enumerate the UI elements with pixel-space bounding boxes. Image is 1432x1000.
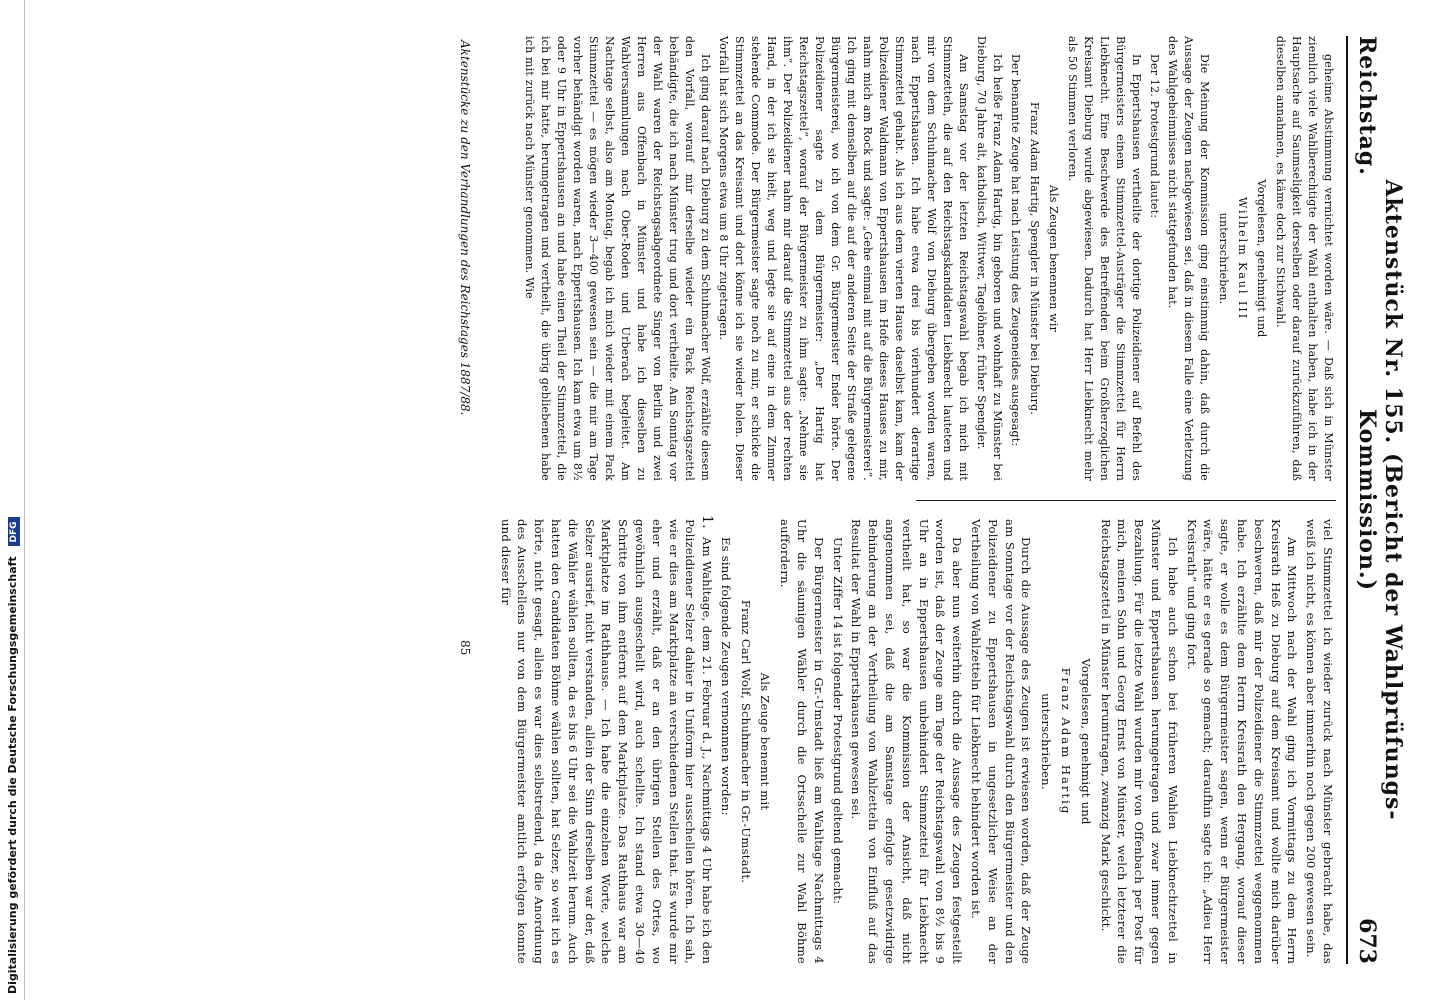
centered-line: Franz Adam Hartig, Spengler in Münster bei Dieburg. xyxy=(1028,101,1041,416)
centered-line: Als Zeuge benennt mit xyxy=(758,672,773,811)
dfg-logo: DFG xyxy=(8,517,20,546)
scanned-page-viewport xyxy=(40,0,1432,1000)
paragraph: Ich ging darauf nach Dieburg zu dem Schuhmacher Wolf, erzählte diesem den Vorfall, worauf mir derselbe wieder ein Pack Reichstagszettel behändigte, die ich nach Münster trug und dort vertheilte. Am Sonntag vor der Wahl waren der Reichstagsabgeordnete Singer von Berlin und zwei Herren aus Offenbach in Münster und habe ich dieselben zu Wahlversammlungen nach Ober-Roden und Urberach begleitet. Am Nachtage selbst, also am Montag, begab ich mich wieder mit einem Pack Stimmzettel — es mögen wieder 3—400 gewesen sein — die mir am Tage vorher behändigt worden waren, nach Eppertshausen. Ich kam etwa um 8½ oder 9 Uhr in Eppertshausen an und habe einen Theil der Stimmzettel, die ich bei mir hatte, herumgetragen und vertheilt, die übrig gebliebenen habe ich mit zurück nach Münster genommen. Wie xyxy=(523,36,712,481)
header-center-title: Aktenstück Nr. 155. (Bericht der Wahlprüfungs-Kommission.) xyxy=(1354,179,1406,821)
signature-name: Franz Adam Hartig xyxy=(1059,667,1074,816)
running-header xyxy=(1346,36,1406,964)
paragraph: Am Samstag vor der letzten Reichstagswahl begab ich mich mit Stimmzetteln, die auf den Reichstagskandidaten Liebknecht lauteten und mir von dem Schuhmacher Wolf von Dieburg übergeben worden waren, nach Eppertshausen. Ich habe etwa drei bis vierhundert derartige Stimmzettel gehabt. Als ich aus dem vierten Hause daselbst kam, kam der Polizeidiener Waldmann von Eppertshausen im Hofe dieses Hauses zu mir, nahm mich am Rock und sagte: „Gehe einmal mit auf die Bürgermeisterei“. Ich ging mit demselben auf die auf der anderen Seite der Straße gelegene Bürgermeisterei, wo ich von dem Gr. Bürgermeister Ender hörte. Der Polizeidiener sagte zu dem Bürgermeister: „Der Hartig hat Reichstagszettel“, worauf der Bürgermeister zu ihm sagte: „Nehme sie ihm“. Der Polizeidiener nahm mir darauf die Stimmzettel aus der rechten Hand, in der ich sie hielt, weg und legte sie auf eine in dem Zimmer stehende Commode. Der Bürgermeister sagte noch zu mir, er schicke die Stimmzettel an das Kreisamt und dort könne ich sie wieder holen. Dieser Vorfall hat sich Morgens etwa um 8 Uhr zugetragen. xyxy=(717,36,970,481)
paragraph: Unter Ziffer 14 ist folgender Protestgrund geltend gemacht: xyxy=(830,537,845,905)
centered-line: unterschrieben. xyxy=(1039,693,1054,790)
paragraph: Am Mittwoch nach der Wahl ging ich Vormittags zu dem Herrn Kreisrath Heß zu Dieburg auf dem Kreisamt und wollte mich darüber beschweren, daß mir der Polizeidiener die Stimmzettel weggenommen habe. Ich erzählte dem Herrn Kreisrath den Hergang, worauf dieser sagte, er wolle es dem Bürgermeister sagen, wenn er Bürgermeister wäre, hätte er es gerade so gemacht; daraufhin sagte ich: „Adieu Herr Kreisrath“ und ging fort. xyxy=(1184,519,1300,964)
paragraph: Es sind folgende Zeugen vernommen worden: xyxy=(718,537,733,816)
paragraph: Der 12. Protestgrund lautet: xyxy=(1148,54,1161,219)
left-text-column xyxy=(519,36,1336,481)
signature-name: Wilhelm Kaul III xyxy=(1236,196,1249,321)
column-divider xyxy=(916,500,1336,501)
page-number: 673 xyxy=(1354,918,1380,964)
digitization-notice-text: Digitalisierung gefördert durch die Deutsche Forschungsgemeinschaft xyxy=(6,556,19,994)
paragraph: Durch die Aussage des Zeugen ist erwiesen worden, daß der Zeuge am Sonntage vor der Reichstagswahl durch den Bürgermeister und den Polizeidiener zu Eppertshausen in ungesetzlicher Weise an der Vertheilung von Wahlzetteln für Liebknecht behindert worden ist. xyxy=(969,519,1034,964)
paragraph: geheime Abstimmung vernichtet worden wäre. — Daß sich in Münster ziemlich viele Wahlberechtigte der Wahl enthalten haben, habe ich in der Hauptsache auf Saumseligkeit derselben oder darauf zurückzuführen, daß dieselben annahmen, es käme doch zur Stichwahl. xyxy=(1274,36,1335,481)
digitization-notice xyxy=(6,517,20,994)
paragraph: Der benannte Zeuge hat nach Leistung des Zeugeneides ausgesagt: xyxy=(1009,54,1022,447)
centered-line: unterschrieben. xyxy=(1217,212,1230,305)
digitization-sidebar xyxy=(0,0,25,1000)
right-text-column xyxy=(495,515,1336,964)
centered-line: Vorgelesen, genehmigt und xyxy=(1255,179,1268,338)
paragraph: Der Bürgermeister in Gr.-Umstadt ließ am Wahltage Nachmittags 4 Uhr die säumigen Wähler durch die Ortsschelle zur Wahl Böhme auffordern. xyxy=(778,519,826,964)
footer-source-line: Aktenstücke zu den Verhandlungen des Reichstages 1887/88. xyxy=(458,40,472,416)
centered-line: Als Zeugen benennen wir xyxy=(1047,184,1060,333)
scanned-page xyxy=(40,0,1432,1000)
paragraph-continued: viel Stimmzettel ich wieder zurück nach Münster gebracht habe, das weiß ich nicht, es können aber immerhin noch gegen 200 gewesen sein. xyxy=(1304,519,1335,964)
paragraph: Die Meinung der Kommission ging einstimmig dahin, daß durch die Aussage der Zeugen nachgewiesen sei, daß in diesem Falle eine Verletzung des Wahlgeheimnisses nicht stattgefunden hat. xyxy=(1166,36,1211,481)
paragraph-number: 1. xyxy=(699,515,716,529)
paragraph: Da aber nun weiterhin durch die Aussage des Zeugen festgestellt worden ist, daß der Zeuge am Tage der Reichstagswahl von 8½ bis 9 Uhr an in Eppertshausen unbehindert Stimmzettel für Liebknecht vertheilt hat, so war die Kommission der Ansicht, daß nicht angenommen sei, daß die am Samstage erfolgte gesetzwidrige Behinderung an der Vertheilung von Wahlzetteln von Einfluß auf das Resultat der Wahl in Eppertshausen gewesen sei. xyxy=(849,519,965,964)
header-left-title: Reichstag. xyxy=(1354,36,1380,176)
centered-line: Vorgelesen, genehmigt und xyxy=(1078,658,1093,825)
footer-sheet-number: 85 xyxy=(458,640,472,656)
paragraph: Ich heiße Franz Adam Hartig, bin geboren und wohnhaft zu Münster bei Dieburg, 70 Jahre alt, katholisch, Wittwer, Tagelöhner, früher Spengler. xyxy=(975,36,1004,481)
paragraph: Ich habe auch schon bei früheren Wahlen Liebknechtzettel in Münster und Eppertshausen herumgetragen und zwar immer gegen Bezahlung. Für die letzte Wahl wurden mir von Offenbach per Post für mich, meinen Sohn und Georg Ernst von Münster, welch letzterer die Reichstagszettel in Münster herumtragen, zwanzig Mark geschickt. xyxy=(1098,519,1180,964)
centered-line: Franz Carl Wolf, Schuhmacher in Gr.-Umstadt. xyxy=(738,599,753,884)
paragraph: In Eppertshausen vertheilte der dortige Polizeidiener auf Befehl des Bürgermeisters einem Stimmzettel-Austräger die Stimmzettel für Herrn Liebknecht. Eine Beschwerde des Betreffenden beim Großherzoglichen Kreisamt Dieburg wurde abgewiesen. Dadurch hat Herr Liebknecht mehr als 50 Stimmen verloren. xyxy=(1066,36,1143,481)
paragraph-text: Am Wahltage, dem 21. Februar d. J., Nachmittags 4 Uhr habe ich den Polizeidiener Selzer dahier in Uniform hier ausschellen hören. Ich sah, wie er dies am Marktplatze an verschiedenen Stellen that. Es wurde mir eher und erzählt, daß er an den übrigen Stellen des Ortes, wo gewöhnlich ausgeschellt wird, auch schellte. Ich stand etwa 30—40 Schritte von ihm entfernt auf dem Marktplatze. Das Rathhaus war am Marktplatze im Rathhause. — Ich habe die einzelnen Worte, welche Selzer ausrief, nicht verstanden, allein der Sinn derselben war der, daß die Wähler wählen sollten, da es bis 6 Uhr sei die Wahlzeit herum. Auch hatten den Candidaten Böhme wählen sollten, hat Selzer, so weit ich es hörte, nicht gesagt, allein es war dies selbstredend, da die Anordnung des Ausschellens nur von dem Bürgermeister amtlich erfolgen konnte und dieser für xyxy=(498,519,715,964)
numbered-paragraph xyxy=(497,515,716,964)
